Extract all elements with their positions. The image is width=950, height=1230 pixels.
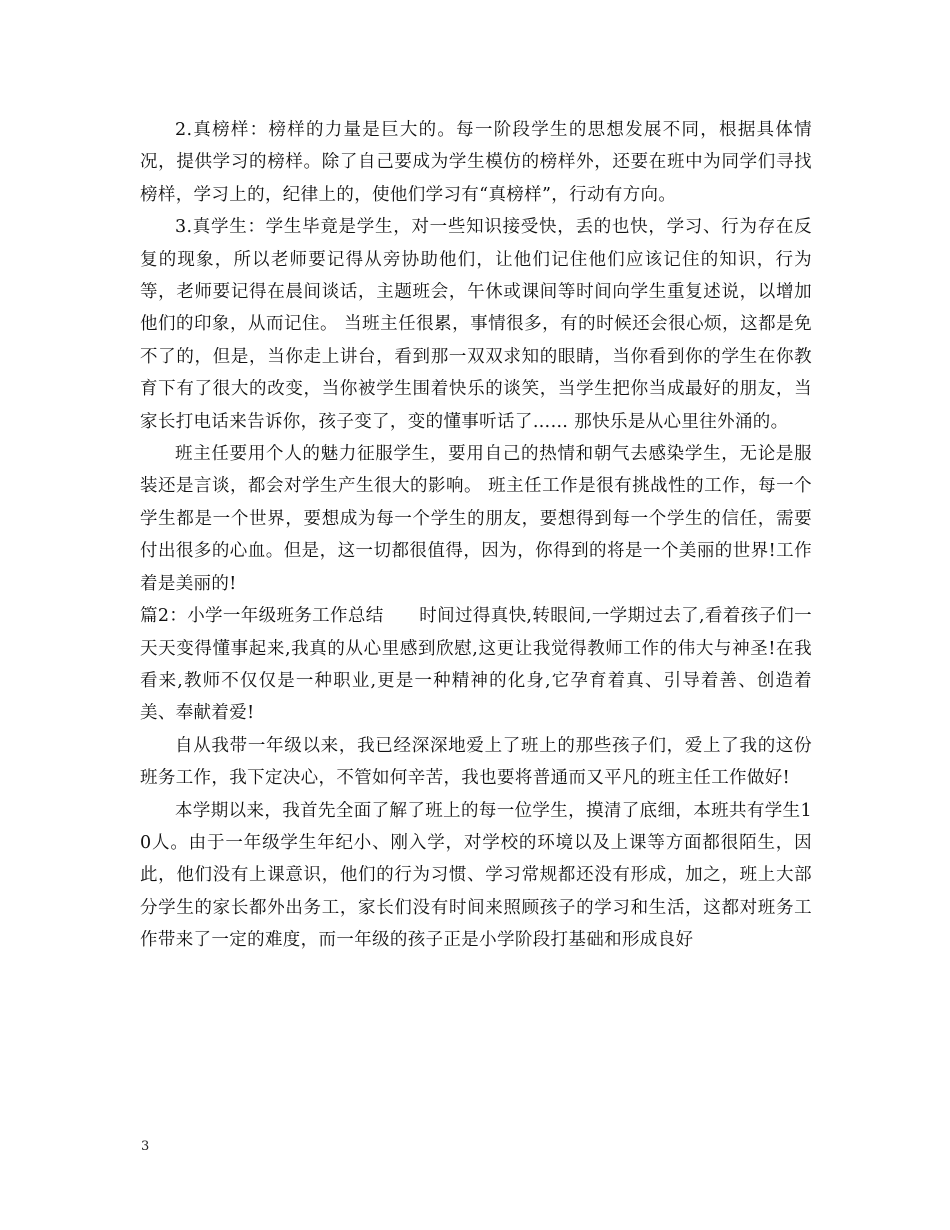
paragraph-role-model: 2.真榜样：榜样的力量是巨大的。每一阶段学生的思想发展不同，根据具体情况，提供学习的榜样。除了自己要成为学生模仿的榜样外，还要在班中为同学们寻找榜样，学习上的，纪律上的，使他们学习有“真榜样”，行动有方向。 [140,120,812,205]
paragraph-real-students: 3.真学生：学生毕竟是学生，对一些知识接受快，丢的也快，学习、行为存在反复的现象，所以老师要记得从旁协助他们，让他们记住他们应该记住的知识，行为等，老师要记得在晨间谈话，主题班会，午休或课间等时间向学生重复述说，以增加他们的印象，从而记住。 当班主任很累，事情很多，有的时候还会很心烦，这都是免不了的，但是，当你走上讲台，看到那一双双求知的眼睛，当你看到你的学生在你教育下有了很大的改变，当你被学生围着快乐的谈笑，当学生把你当成最好的朋友，当家长打电话来告诉你，孩子变了，变的懂事听话了…… 那快乐是从心里往外涌的。 [140,217,812,432]
document-body [140,114,812,957]
paragraph-section-2-intro: 篇2：小学一年级班务工作总结 时间过得真快,转眼间,一学期过去了,看着孩子们一天天变得懂事起来,我真的从心里感到欣慰,这更让我觉得教师工作的伟大与神圣!在我看来,教师不仅仅是一种职业,更是一种精神的化身,它孕育着真、引导着善、创造着美、奉献着爱! [140,606,812,724]
paragraph-semester-overview: 本学期以来，我首先全面了解了班上的每一位学生，摸清了底细，本班共有学生10人。由于一年级学生年纪小、刚入学，对学校的环境以及上课等方面都很陌生，因此，他们没有上课意识，他们的行为习惯、学习常规都还没有形成，加之，班上大部分学生的家长都外出务工，家长们没有时间来照顾孩子的学习和生活，这都对班务工作带来了一定的难度，而一年级的孩子正是小学阶段打基础和形成良好 [140,800,812,951]
paragraph-head-teacher-charm: 班主任要用个人的魅力征服学生，要用自己的热情和朝气去感染学生，无论是服装还是言谈，都会对学生产生很大的影响。 班主任工作是很有挑战性的工作，每一个学生都是一个世界，要想成为每一个学生的朋友，要想得到每一个学生的信任，需要付出很多的心血。但是，这一切都很值得，因为，你得到的将是一个美丽的世界!工作着是美丽的! [140,444,812,594]
paragraph-first-grade-love: 自从我带一年级以来，我已经深深地爱上了班上的那些孩子们，爱上了我的这份班务工作，我下定决心，不管如何辛苦，我也要将普通而又平凡的班主任工作做好! [140,735,812,789]
page-number: 3 [141,1139,150,1154]
